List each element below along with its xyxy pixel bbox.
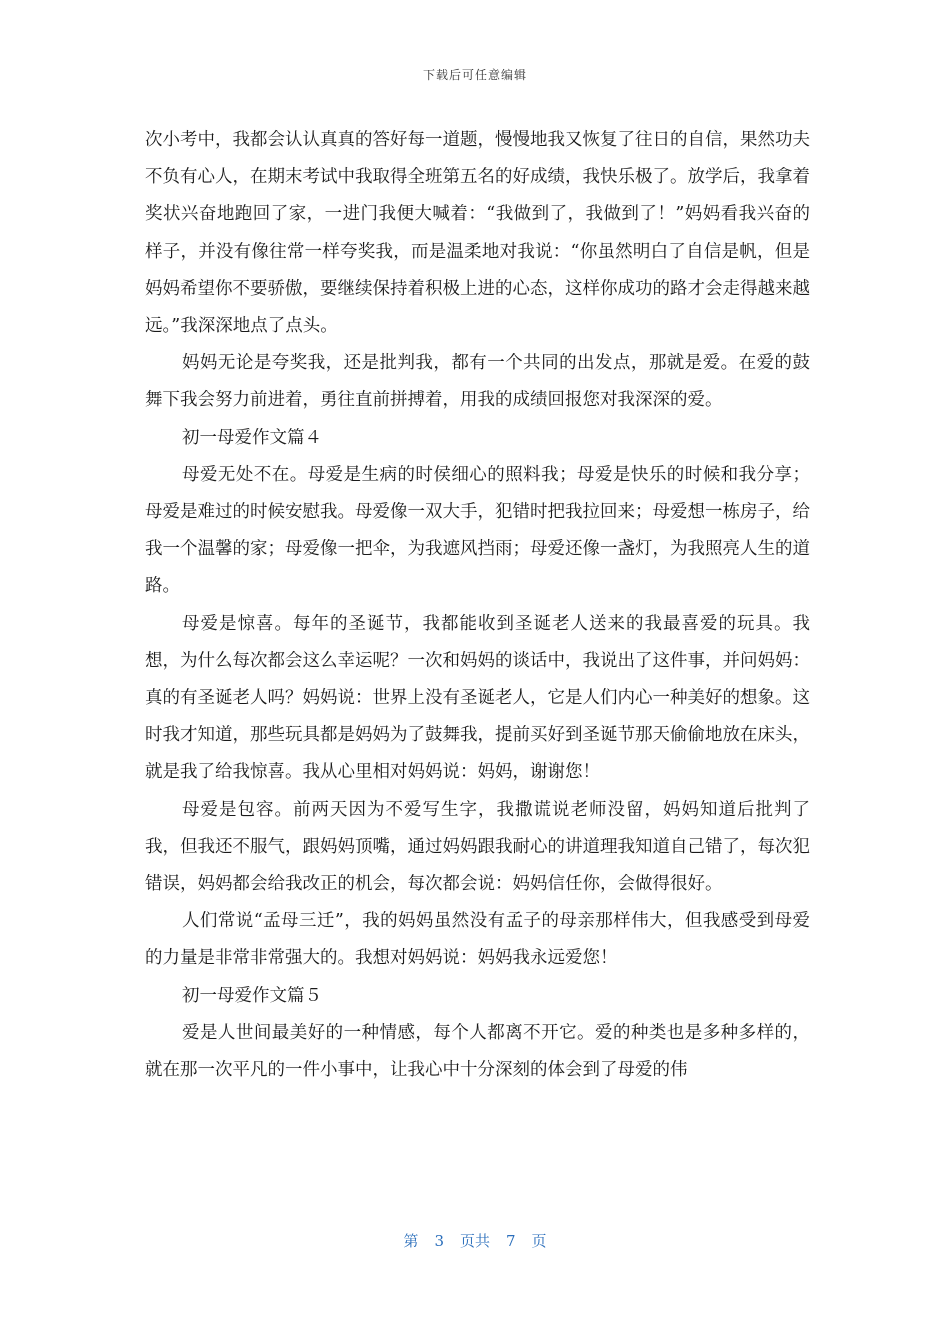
footer-suffix: 页 bbox=[531, 1232, 547, 1250]
footer-page-number: 3 bbox=[434, 1232, 444, 1250]
section-heading: 初一母爱作文篇４ bbox=[182, 427, 322, 448]
document-body bbox=[145, 122, 810, 1089]
paragraph: 人们常说“孟母三迁”，我的妈妈虽然没有孟子的母亲那样伟大，但我感受到母爱的力量是非常非常强大的。我想对妈妈说：妈妈我永远爱您！ bbox=[145, 911, 810, 969]
footer-prefix: 第 bbox=[403, 1232, 419, 1250]
page-footer bbox=[0, 1230, 950, 1251]
section-heading: 初一母爱作文篇５ bbox=[182, 985, 322, 1006]
footer-total-pages: 7 bbox=[506, 1232, 516, 1250]
page-header: 下载后可任意编辑 bbox=[422, 68, 527, 82]
paragraph: 次小考中，我都会认认真真的答好每一道题，慢慢地我又恢复了往日的自信，果然功夫不负有心人，在期末考试中我取得全班第五名的好成绩，我快乐极了。放学后，我拿着奖状兴奋地跑回了家，一进门我便大喊着：“我做到了，我做到了！”妈妈看我兴奋的样子，并没有像往常一样夸奖我，而是温柔地对我说：“你虽然明白了自信是帆，但是妈妈希望你不要骄傲，要继续保持着积极上进的心态，这样你成功的路才会走得越来越远。”我深深地点了点头。 bbox=[145, 130, 810, 337]
paragraph: 妈妈无论是夸奖我，还是批判我，都有一个共同的出发点，那就是爱。在爱的鼓舞下我会努力前进着，勇往直前拼搏着，用我的成绩回报您对我深深的爱。 bbox=[145, 353, 810, 411]
paragraph: 爱是人世间最美好的一种情感，每个人都离不开它。爱的种类也是多种多样的，就在那一次平凡的一件小事中，让我心中十分深刻的体会到了母爱的伟 bbox=[145, 1022, 810, 1081]
paragraph: 母爱是惊喜。每年的圣诞节，我都能收到圣诞老人送来的我最喜爱的玩具。我想，为什么每次都会这么幸运呢？一次和妈妈的谈话中，我说出了这件事，并问妈妈：真的有圣诞老人吗？妈妈说：世界上没有圣诞老人，它是人们内心一种美好的想象。这时我才知道，那些玩具都是妈妈为了鼓舞我，提前买好到圣诞节那天偷偷地放在床头，就是我了给我惊喜。我从心里相对妈妈说：妈妈，谢谢您！ bbox=[145, 613, 810, 783]
footer-middle: 页共 bbox=[459, 1232, 490, 1250]
paragraph: 母爱无处不在。母爱是生病的时侯细心的照料我；母爱是快乐的时候和我分享；母爱是难过的时候安慰我。母爱像一双大手，犯错时把我拉回来；母爱想一栋房子，给我一个温馨的家；母爱像一把伞，为我遮风挡雨；母爱还像一盏灯，为我照亮人生的道路。 bbox=[145, 464, 810, 597]
paragraph: 母爱是包容。前两天因为不爱写生字，我撒谎说老师没留，妈妈知道后批判了我，但我还不服气，跟妈妈顶嘴，通过妈妈跟我耐心的讲道理我知道自己错了，每次犯错误，妈妈都会给我改正的机会，每次都会说：妈妈信任你，会做得很好。 bbox=[145, 799, 810, 895]
